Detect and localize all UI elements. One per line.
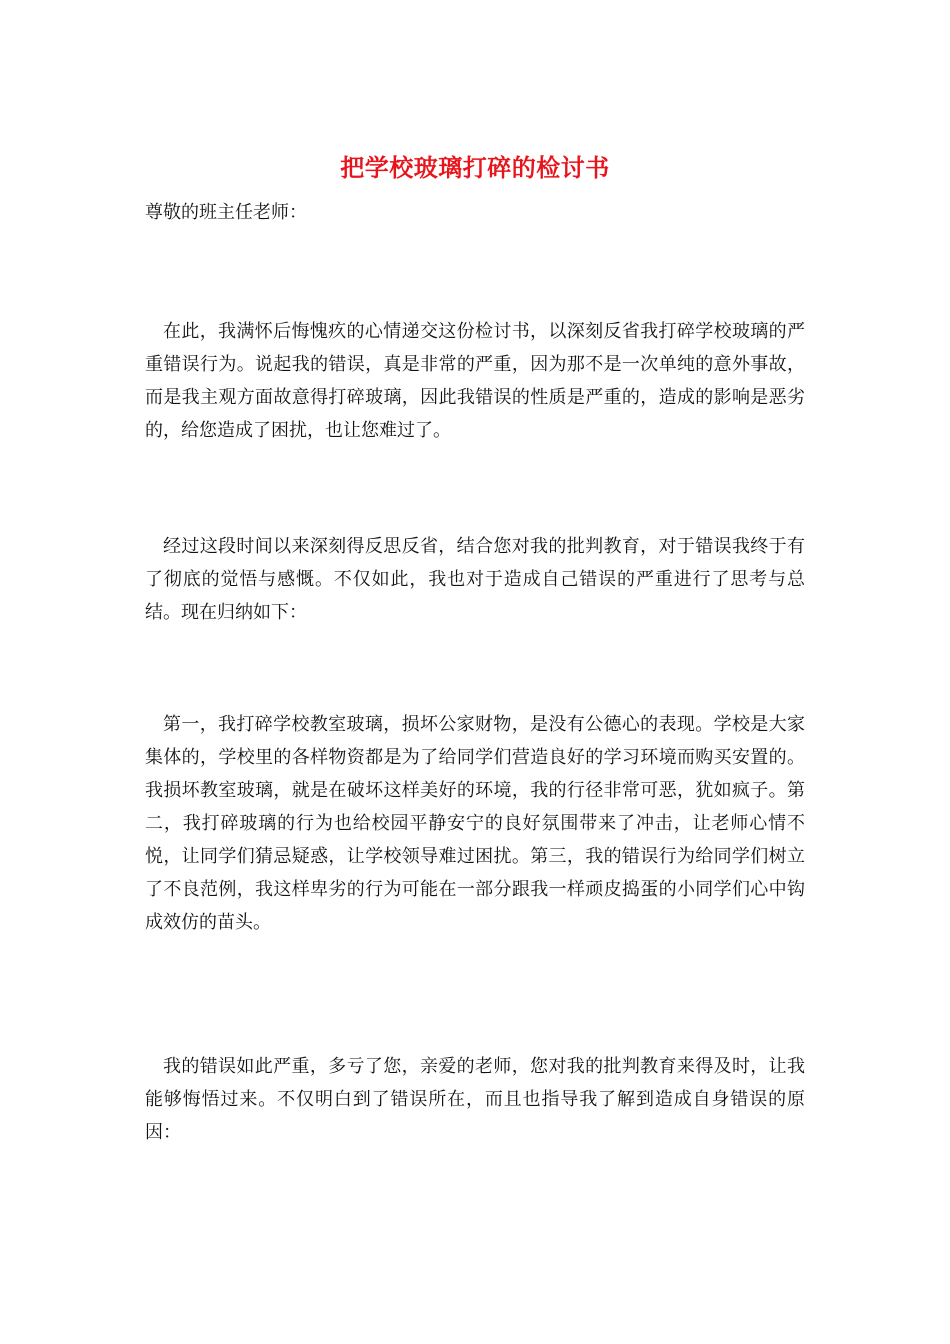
paragraph: 第一，我打碎学校教室玻璃，损坏公家财物，是没有公德心的表现。学校是大家集体的，学校里的各样物资都是为了给同学们营造良好的学习环境而购买安置的。我损坏教室玻璃，就是在破坏这样美好的环境，我的行径非常可恶，犹如疯子。第二，我打碎玻璃的行为也给校园平静安宁的良好氛围带来了冲击，让老师心情不悦，让同学们猜忌疑惑，让学校领导难过困扰。第三，我的错误行为给同学们树立了不良范例，我这样卑劣的行为可能在一部分跟我一样顽皮捣蛋的小同学们心中钩成效仿的苗头。 [145,714,805,933]
salutation: 尊敬的班主任老师： [145,202,307,223]
paragraph: 经过这段时间以来深刻得反思反省，结合您对我的批判教育，对于错误我终于有了彻底的觉悟与感慨。不仅如此，我也对于造成自己错误的严重进行了思考与总结。现在归纳如下： [145,536,805,623]
paragraph: 在此，我满怀后悔愧疚的心情递交这份检讨书，以深刻反省我打碎学校玻璃的严重错误行为。说起我的错误，真是非常的严重，因为那不是一次单纯的意外事故，而是我主观方面故意得打碎玻璃，因此我错误的性质是严重的，造成的影响是恶劣的，给您造成了困扰，也让您难过了。 [145,321,805,441]
paragraph: 我的错误如此严重，多亏了您，亲爱的老师，您对我的批判教育来得及时，让我能够悔悟过来。不仅明白到了错误所在，而且也指导我了解到造成自身错误的原因： [145,1056,805,1143]
document-title: 把学校玻璃打碎的检讨书 [340,153,610,182]
